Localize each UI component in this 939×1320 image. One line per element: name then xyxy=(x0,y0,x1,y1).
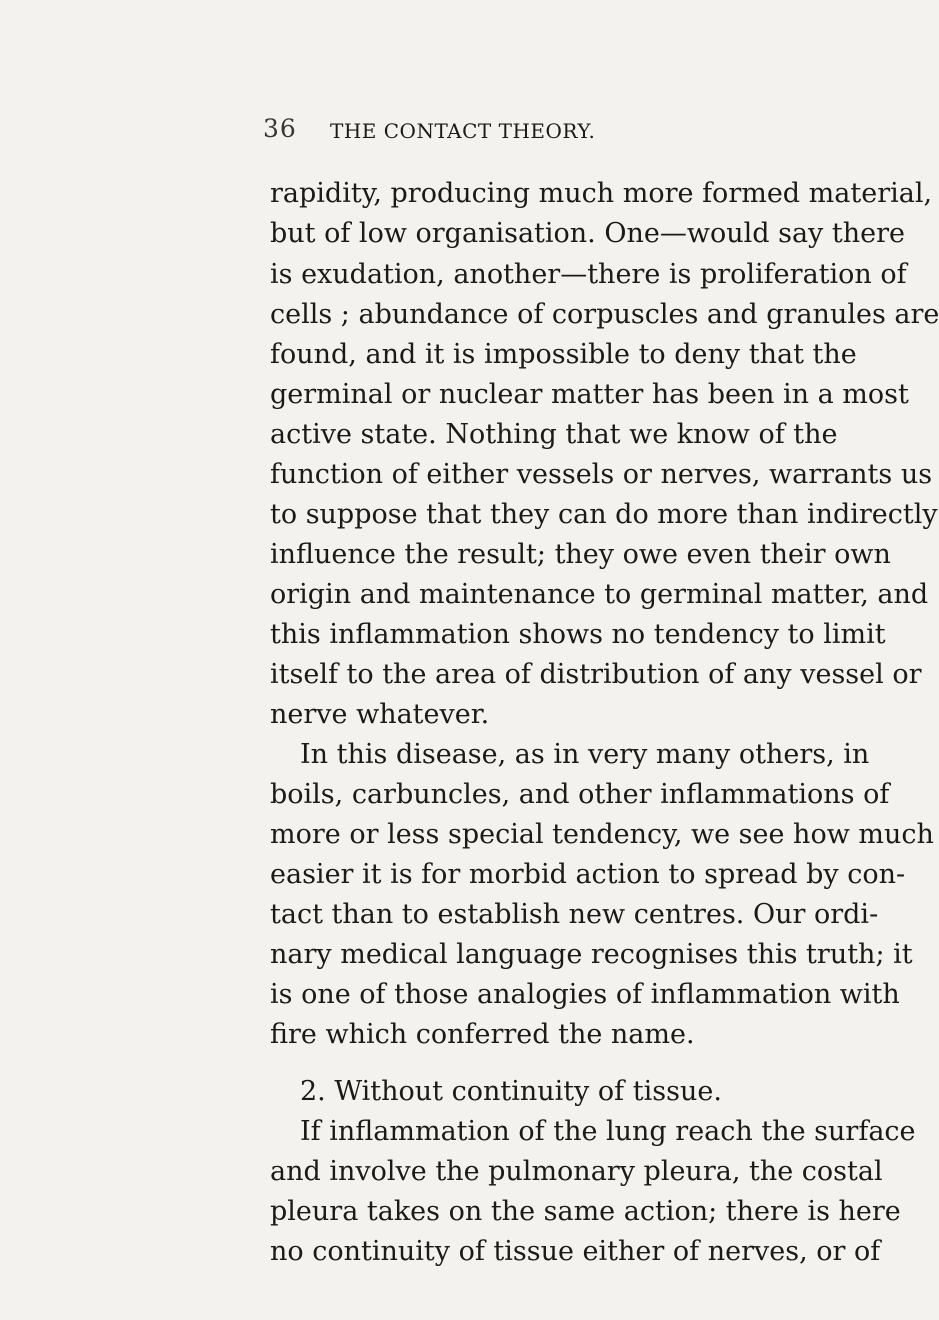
text-line: germinal or nuclear matter has been in a most xyxy=(270,379,909,410)
text-line: cells ; abundance of corpuscles and granules are xyxy=(270,299,939,330)
text-line: origin and maintenance to germinal matter, and xyxy=(270,579,929,610)
text-line: no continuity of tissue either of nerves, or of xyxy=(270,1236,881,1267)
text-line: to suppose that they can do more than indirectly xyxy=(270,499,938,530)
text-line: influence the result; they owe even their own xyxy=(270,539,891,570)
text-line: tact than to establish new centres. Our ordi- xyxy=(270,899,879,930)
text-line: nary medical language recognises this truth; it xyxy=(270,939,913,970)
text-line: is one of those analogies of inflammation with xyxy=(270,979,900,1010)
text-line: is exudation, another—there is proliferation of xyxy=(270,259,907,290)
paragraph-first-line: In this disease, as in very many others, in xyxy=(300,739,870,770)
text-line: this inflammation shows no tendency to limit xyxy=(270,619,886,650)
text-line: more or less special tendency, we see how much xyxy=(270,819,934,850)
page-number: 36 xyxy=(263,114,297,143)
text-line: active state. Nothing that we know of the xyxy=(270,419,838,450)
section-heading: 2. Without continuity of tissue. xyxy=(300,1076,722,1107)
running-title: THE CONTACT THEORY. xyxy=(330,119,596,143)
text-line: function of either vessels or nerves, warrants us xyxy=(270,459,933,490)
text-line: fire which conferred the name. xyxy=(270,1019,695,1050)
text-line: but of low organisation. One—would say there xyxy=(270,218,905,249)
paragraph-first-line: If inflammation of the lung reach the surface xyxy=(300,1116,916,1147)
text-line: nerve whatever. xyxy=(270,699,490,730)
text-line: rapidity, producing much more formed material, xyxy=(270,178,933,209)
text-line: pleura takes on the same action; there is here xyxy=(270,1196,901,1227)
text-line: itself to the area of distribution of any vessel or xyxy=(270,659,922,690)
text-line: easier it is for morbid action to spread by con- xyxy=(270,859,906,890)
text-line: boils, carbuncles, and other inflammations of xyxy=(270,779,890,810)
text-line: and involve the pulmonary pleura, the costal xyxy=(270,1156,883,1187)
text-line: found, and it is impossible to deny that the xyxy=(270,339,857,370)
